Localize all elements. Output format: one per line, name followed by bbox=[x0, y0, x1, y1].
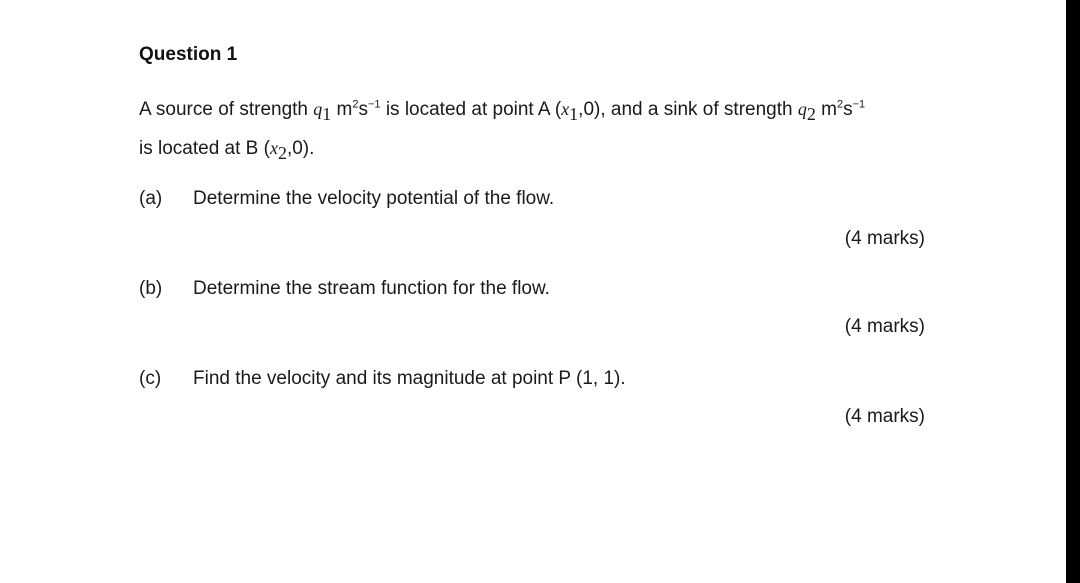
part-c-label: (c) bbox=[139, 368, 162, 389]
q2-symbol: q bbox=[797, 99, 807, 119]
q1-subscript: 1 bbox=[322, 103, 332, 124]
x1-symbol: x bbox=[561, 99, 570, 119]
part-c-text: Find the velocity and its magnitude at point P (1, 1). bbox=[193, 368, 626, 389]
intro-text-1: A source of strength bbox=[139, 99, 314, 120]
x1-subscript: 1 bbox=[569, 103, 579, 124]
unit1-s: s bbox=[358, 99, 368, 120]
unit1-sup-minus1: −1 bbox=[368, 98, 381, 111]
intro-text-5: ,0). bbox=[286, 138, 315, 159]
unit2-sup-2: 2 bbox=[836, 98, 844, 111]
intro-text-3: ,0), and a sink of strength bbox=[578, 99, 798, 120]
question-title: Question 1 bbox=[139, 44, 238, 65]
part-a-text: Determine the velocity potential of the flow. bbox=[193, 188, 555, 209]
intro-text-2: is located at point A ( bbox=[380, 99, 562, 120]
q2-subscript: 2 bbox=[806, 103, 816, 124]
part-a-label: (a) bbox=[139, 188, 163, 209]
q1-symbol: q bbox=[313, 99, 323, 119]
x2-symbol: x bbox=[269, 138, 278, 158]
intro-line-2 bbox=[139, 138, 315, 163]
unit1-sup-2: 2 bbox=[352, 98, 359, 111]
unit1-m: m bbox=[331, 99, 353, 120]
part-b-marks: (4 marks) bbox=[844, 316, 925, 337]
unit2-sup-minus1: −1 bbox=[852, 98, 866, 111]
part-c-marks: (4 marks) bbox=[844, 406, 925, 427]
part-a-marks: (4 marks) bbox=[844, 228, 925, 249]
intro-line-1 bbox=[139, 98, 866, 124]
x2-subscript: 2 bbox=[277, 142, 287, 163]
part-b-text: Determine the stream function for the flow. bbox=[193, 278, 550, 299]
unit2-m: m bbox=[815, 99, 837, 120]
part-b-label: (b) bbox=[139, 278, 163, 299]
unit2-s: s bbox=[843, 99, 853, 120]
intro-text-4: is located at B ( bbox=[139, 138, 270, 159]
